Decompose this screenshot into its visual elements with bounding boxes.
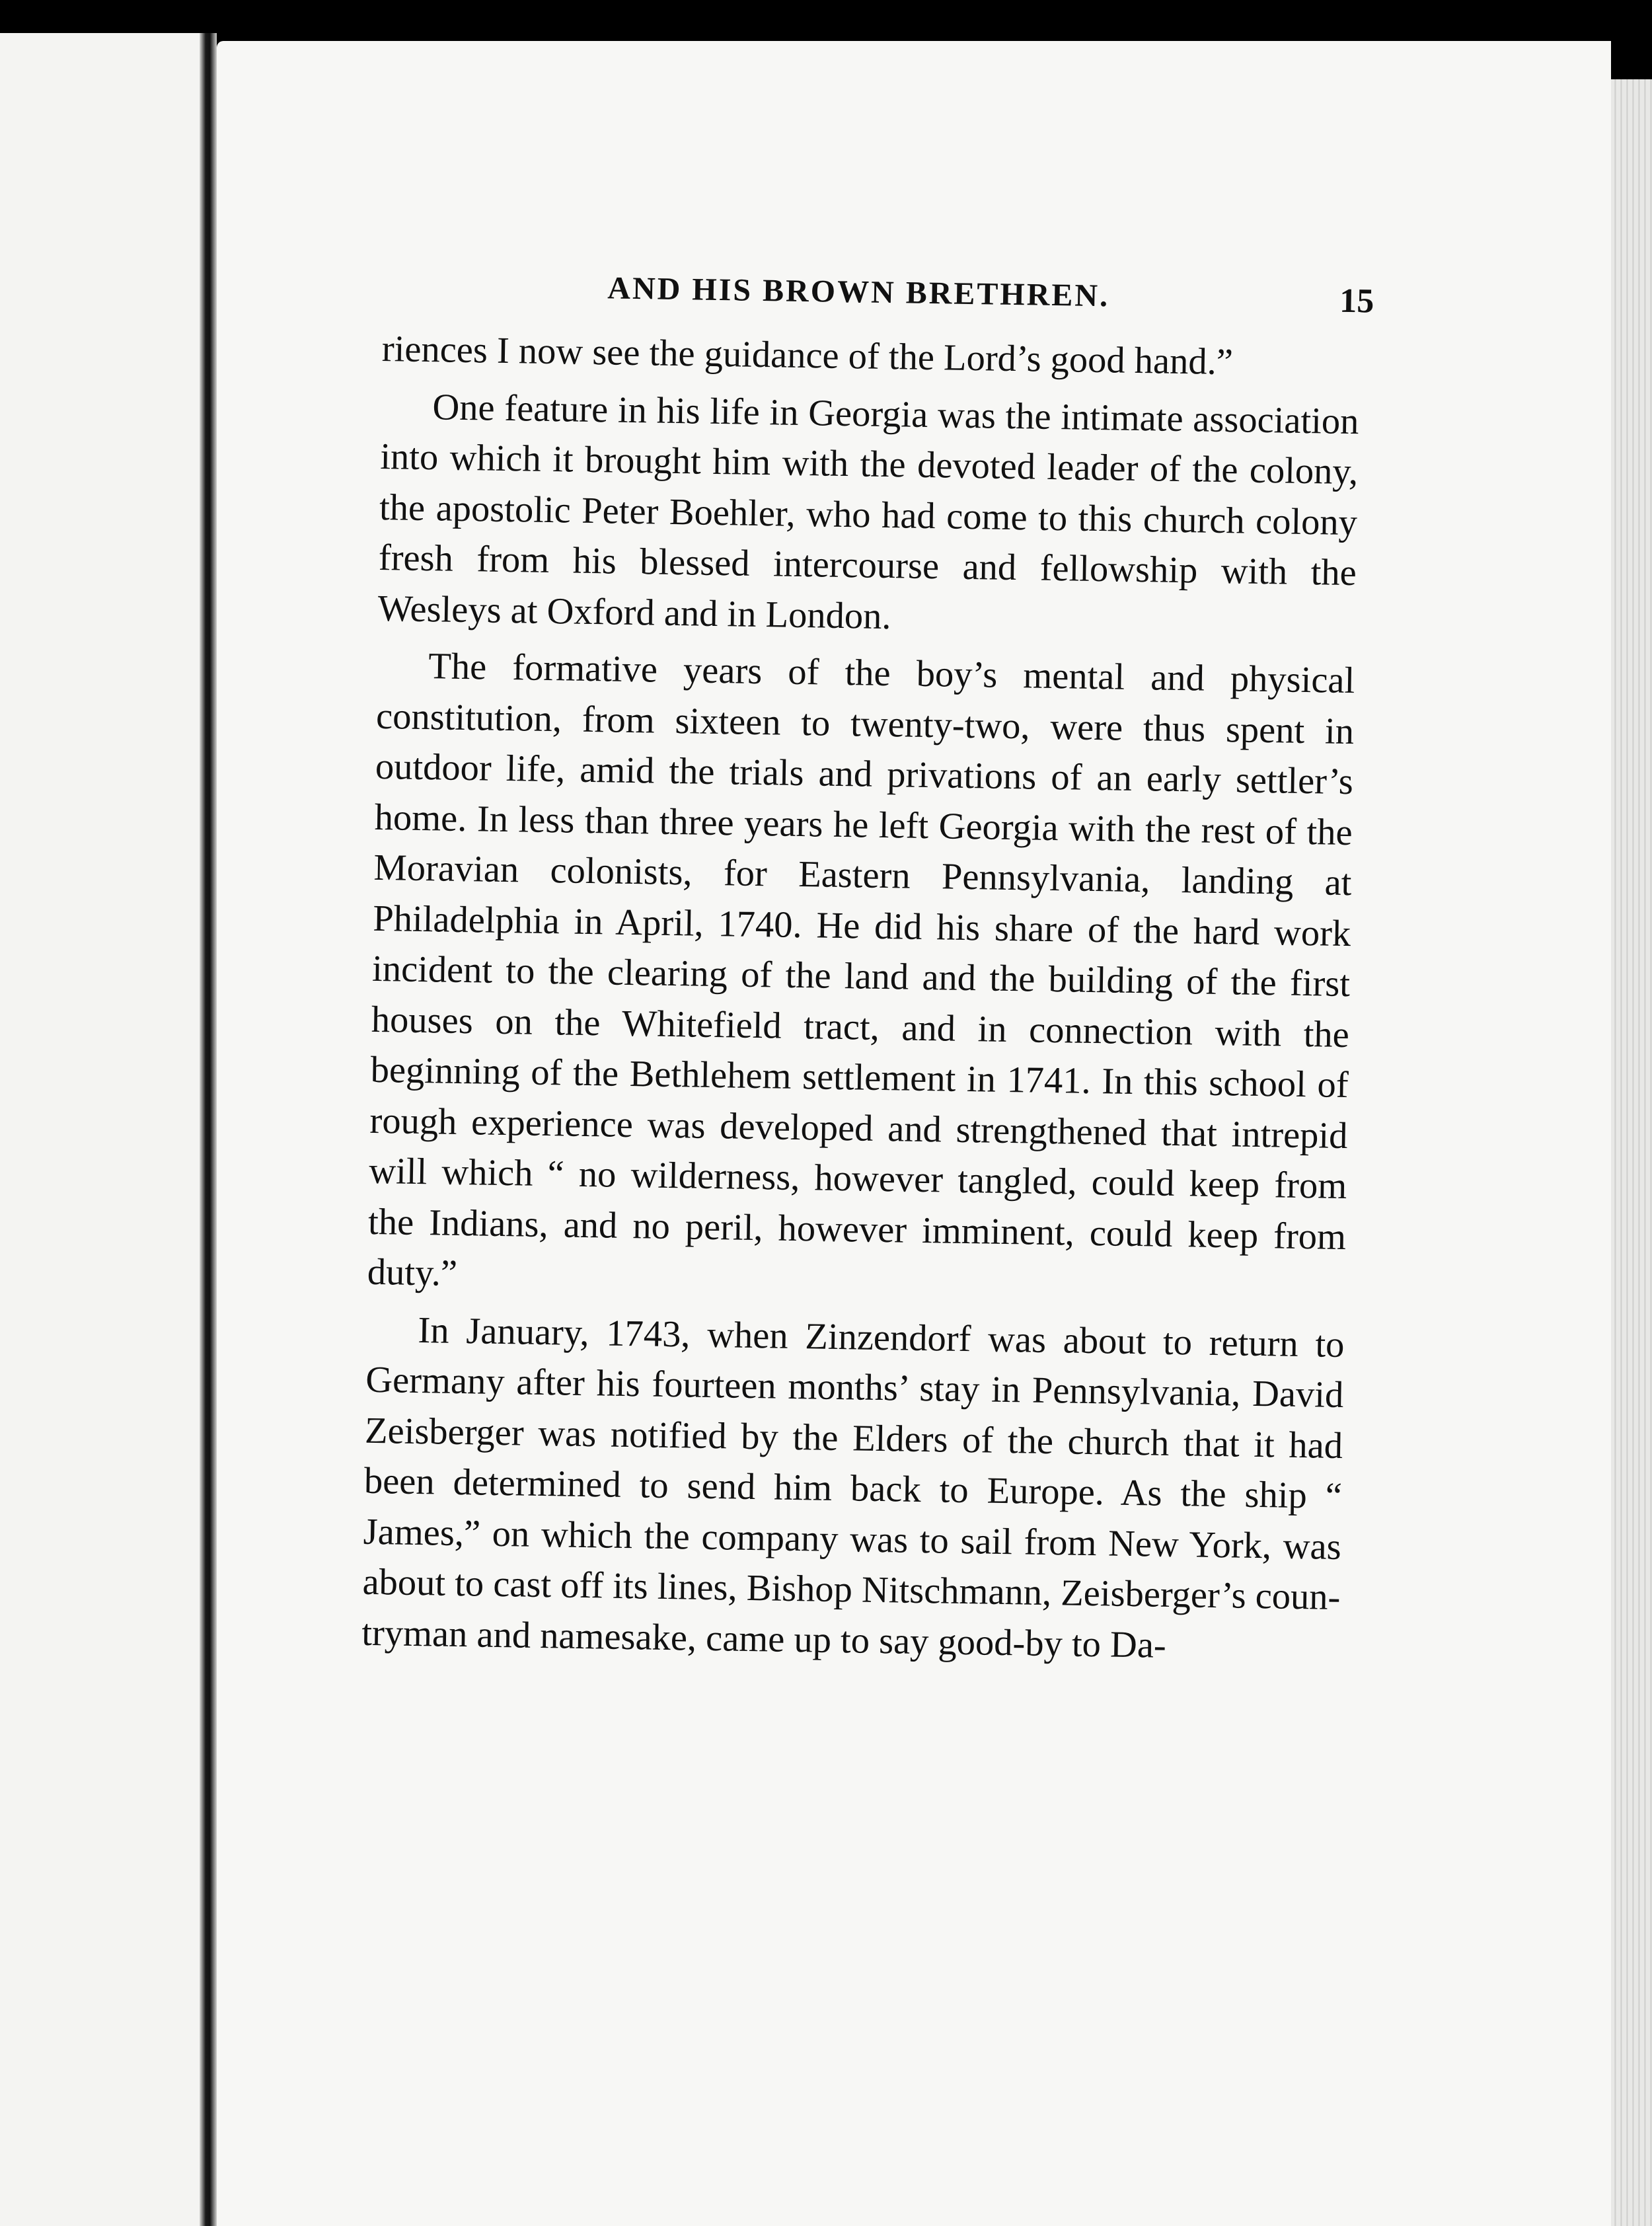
- body-text: [361, 324, 1361, 1673]
- paragraph-continuation: riences I now see the guidance of the Lord’s good hand.”: [381, 328, 1234, 383]
- paragraph: The formative years of the boy’s mental and physical constitution, from sixteen to twenty-two, were thus spent in outdoor life, amid the trials and privations of an early settler’s home. In less than three years he left Georgia with the rest of the Moravian colonists, for Eastern Pennsylvania, landing at Philadelphia in April, 1740. He did his share of the hard work incident to the clearing of the land and the building of the first houses on the Whitefield tract, and in connection with the beginning of the Bethlehem settlement in 1741. In this school of rough experience was developed and strengthened that intrepid will which “ no wilderness, however tangled, could keep from the Indians, and no peril, however imminent, could keep from duty.”: [367, 646, 1355, 1294]
- paragraph: One feature in his life in Georgia was the intimate association into which it brought him with the devoted leader of the colony, the apostolic Peter Boehler, who had come to this church colony fresh from his blessed intercourse and fellowship with the Wesleys at Oxford and in London.: [377, 386, 1359, 637]
- page-number: 15: [1339, 282, 1374, 321]
- left-facing-page: [0, 33, 200, 2226]
- paragraph: In January, 1743, when Zinzendorf was about to return to Germany after his fourteen months’ stay in Pennsylvania, David Zeisberger was notified by the Elders of the church that it had been determined to send him back to Europe. As the ship “ James,” on which the company was to sail from New York, was about to cast off its lines, Bishop Nitschmann, Zeisberger’s countryman and namesake, came up to say good-by to Da-: [361, 1309, 1345, 1666]
- book-gutter: [200, 33, 217, 2226]
- page-text-block: [361, 261, 1374, 1673]
- page-stack-edge: [1611, 79, 1652, 2226]
- running-title: AND HIS BROWN BRETHREN.: [607, 270, 1110, 314]
